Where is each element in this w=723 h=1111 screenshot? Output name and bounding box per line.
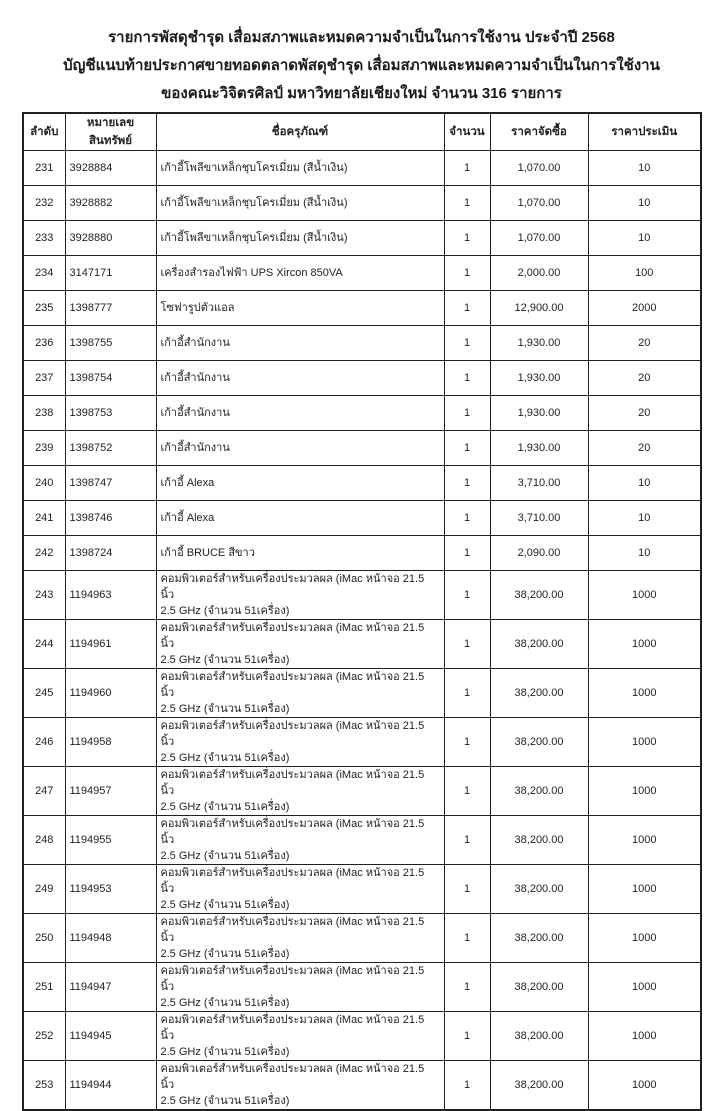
table-row	[23, 865, 701, 914]
asset-table	[22, 112, 702, 1111]
cell-purchase-price: 38,200.00	[490, 816, 588, 865]
cell-appraised-price: 10	[588, 466, 701, 501]
table-row	[23, 396, 701, 431]
cell-quantity: 1	[444, 256, 490, 291]
cell-quantity: 1	[444, 669, 490, 718]
cell-purchase-price: 38,200.00	[490, 914, 588, 963]
cell-purchase-price: 38,200.00	[490, 865, 588, 914]
header-no: ลำดับ	[23, 113, 65, 151]
cell-asset-number: 1194953	[65, 865, 156, 914]
header-asset-number: หมายเลขสินทรัพย์	[65, 113, 156, 151]
cell-equipment-name: เก้าอี้สำนักงาน	[156, 326, 444, 361]
cell-purchase-price: 38,200.00	[490, 963, 588, 1012]
cell-purchase-price: 2,000.00	[490, 256, 588, 291]
cell-quantity: 1	[444, 718, 490, 767]
cell-no: 234	[23, 256, 65, 291]
cell-no: 237	[23, 361, 65, 396]
cell-appraised-price: 10	[588, 501, 701, 536]
cell-purchase-price: 1,930.00	[490, 396, 588, 431]
cell-quantity: 1	[444, 536, 490, 571]
cell-appraised-price: 1000	[588, 1012, 701, 1061]
cell-quantity: 1	[444, 767, 490, 816]
cell-asset-number: 1398777	[65, 291, 156, 326]
cell-equipment-name: เก้าอี้ BRUCE สีขาว	[156, 536, 444, 571]
cell-appraised-price: 20	[588, 431, 701, 466]
cell-asset-number: 1194960	[65, 669, 156, 718]
cell-purchase-price: 38,200.00	[490, 669, 588, 718]
cell-purchase-price: 1,930.00	[490, 431, 588, 466]
cell-asset-number: 1398754	[65, 361, 156, 396]
cell-equipment-name: เก้าอี้โพลีขาเหล็กชุบโครเมี่ยม (สีน้ำเงิน)	[156, 221, 444, 256]
cell-asset-number: 1398753	[65, 396, 156, 431]
cell-asset-number: 1194963	[65, 571, 156, 620]
header-purchase-price: ราคาจัดซื้อ	[490, 113, 588, 151]
cell-no: 233	[23, 221, 65, 256]
cell-quantity: 1	[444, 501, 490, 536]
cell-purchase-price: 1,930.00	[490, 361, 588, 396]
cell-asset-number: 3147171	[65, 256, 156, 291]
cell-appraised-price: 1000	[588, 963, 701, 1012]
document-title-line-1: รายการพัสดุชำรุด เสื่อมสภาพและหมดความจำเป็นในการใช้งาน ประจำปี 2568	[108, 29, 615, 46]
cell-equipment-name: เก้าอี้โพลีขาเหล็กชุบโครเมี่ยม (สีน้ำเงิน)	[156, 151, 444, 186]
cell-quantity: 1	[444, 963, 490, 1012]
table-row	[23, 361, 701, 396]
cell-no: 246	[23, 718, 65, 767]
cell-asset-number: 1398752	[65, 431, 156, 466]
cell-no: 232	[23, 186, 65, 221]
header-row	[23, 113, 701, 151]
cell-no: 252	[23, 1012, 65, 1061]
cell-equipment-name: คอมพิวเตอร์สำหรับเครื่องประมวลผล (iMac หน้าจอ 21.5 นิ้ว 2.5 GHz (จำนวน 51เครื่อง)	[156, 1012, 444, 1061]
cell-equipment-name: คอมพิวเตอร์สำหรับเครื่องประมวลผล (iMac หน้าจอ 21.5 นิ้ว 2.5 GHz (จำนวน 51เครื่อง)	[156, 669, 444, 718]
cell-quantity: 1	[444, 326, 490, 361]
document-title-line-3: ของคณะวิจิตรศิลป์ มหาวิทยาลัยเชียงใหม่ จำนวน 316 รายการ	[161, 85, 562, 102]
cell-asset-number: 1194955	[65, 816, 156, 865]
table-row	[23, 431, 701, 466]
cell-equipment-name: เก้าอี้ Alexa	[156, 501, 444, 536]
table-row	[23, 963, 701, 1012]
cell-appraised-price: 1000	[588, 767, 701, 816]
cell-no: 245	[23, 669, 65, 718]
cell-appraised-price: 2000	[588, 291, 701, 326]
cell-no: 238	[23, 396, 65, 431]
cell-purchase-price: 3,710.00	[490, 501, 588, 536]
cell-quantity: 1	[444, 361, 490, 396]
cell-equipment-name: คอมพิวเตอร์สำหรับเครื่องประมวลผล (iMac หน้าจอ 21.5 นิ้ว 2.5 GHz (จำนวน 51เครื่อง)	[156, 816, 444, 865]
cell-no: 247	[23, 767, 65, 816]
cell-asset-number: 3928882	[65, 186, 156, 221]
cell-asset-number: 1398755	[65, 326, 156, 361]
table-row	[23, 767, 701, 816]
table-row	[23, 669, 701, 718]
table-row	[23, 221, 701, 256]
cell-asset-number: 1194947	[65, 963, 156, 1012]
cell-quantity: 1	[444, 1012, 490, 1061]
cell-quantity: 1	[444, 396, 490, 431]
cell-appraised-price: 10	[588, 186, 701, 221]
cell-purchase-price: 12,900.00	[490, 291, 588, 326]
cell-appraised-price: 1000	[588, 718, 701, 767]
table-row	[23, 816, 701, 865]
table-row	[23, 536, 701, 571]
table-row	[23, 1061, 701, 1111]
cell-equipment-name: เก้าอี้สำนักงาน	[156, 431, 444, 466]
cell-no: 253	[23, 1061, 65, 1111]
cell-equipment-name: เครื่องสำรองไฟฟ้า UPS Xircon 850VA	[156, 256, 444, 291]
cell-appraised-price: 1000	[588, 571, 701, 620]
cell-equipment-name: เก้าอี้โพลีขาเหล็กชุบโครเมี่ยม (สีน้ำเงิน)	[156, 186, 444, 221]
cell-asset-number: 1194945	[65, 1012, 156, 1061]
cell-appraised-price: 100	[588, 256, 701, 291]
cell-quantity: 1	[444, 291, 490, 326]
cell-equipment-name: คอมพิวเตอร์สำหรับเครื่องประมวลผล (iMac หน้าจอ 21.5 นิ้ว 2.5 GHz (จำนวน 51เครื่อง)	[156, 718, 444, 767]
cell-equipment-name: คอมพิวเตอร์สำหรับเครื่องประมวลผล (iMac หน้าจอ 21.5 นิ้ว 2.5 GHz (จำนวน 51เครื่อง)	[156, 1061, 444, 1111]
cell-equipment-name: คอมพิวเตอร์สำหรับเครื่องประมวลผล (iMac หน้าจอ 21.5 นิ้ว 2.5 GHz (จำนวน 51เครื่อง)	[156, 571, 444, 620]
document-title-line-2: บัญชีแนบท้ายประกาศขายทอดตลาดพัสดุชำรุด เสื่อมสภาพและหมดความจำเป็นในการใช้งาน	[63, 57, 660, 74]
cell-no: 239	[23, 431, 65, 466]
cell-appraised-price: 10	[588, 536, 701, 571]
cell-quantity: 1	[444, 865, 490, 914]
cell-no: 231	[23, 151, 65, 186]
cell-appraised-price: 20	[588, 326, 701, 361]
cell-equipment-name: เก้าอี้ Alexa	[156, 466, 444, 501]
cell-no: 251	[23, 963, 65, 1012]
cell-no: 235	[23, 291, 65, 326]
asset-table-body	[23, 151, 701, 1111]
cell-asset-number: 1398747	[65, 466, 156, 501]
cell-appraised-price: 1000	[588, 816, 701, 865]
cell-appraised-price: 1000	[588, 669, 701, 718]
cell-purchase-price: 38,200.00	[490, 767, 588, 816]
cell-appraised-price: 1000	[588, 914, 701, 963]
cell-asset-number: 1194948	[65, 914, 156, 963]
cell-no: 241	[23, 501, 65, 536]
cell-no: 244	[23, 620, 65, 669]
cell-appraised-price: 10	[588, 151, 701, 186]
table-row	[23, 256, 701, 291]
header-appraised-price: ราคาประเมิน	[588, 113, 701, 151]
cell-asset-number: 1194944	[65, 1061, 156, 1111]
cell-equipment-name: คอมพิวเตอร์สำหรับเครื่องประมวลผล (iMac หน้าจอ 21.5 นิ้ว 2.5 GHz (จำนวน 51เครื่อง)	[156, 865, 444, 914]
cell-no: 249	[23, 865, 65, 914]
cell-purchase-price: 1,070.00	[490, 151, 588, 186]
cell-quantity: 1	[444, 816, 490, 865]
cell-purchase-price: 3,710.00	[490, 466, 588, 501]
asset-table-header	[23, 113, 701, 151]
cell-quantity: 1	[444, 571, 490, 620]
cell-purchase-price: 38,200.00	[490, 620, 588, 669]
table-row	[23, 718, 701, 767]
cell-appraised-price: 1000	[588, 620, 701, 669]
cell-purchase-price: 1,070.00	[490, 221, 588, 256]
cell-no: 240	[23, 466, 65, 501]
cell-purchase-price: 38,200.00	[490, 718, 588, 767]
table-row	[23, 571, 701, 620]
cell-appraised-price: 20	[588, 361, 701, 396]
cell-asset-number: 1194961	[65, 620, 156, 669]
cell-purchase-price: 38,200.00	[490, 1012, 588, 1061]
header-quantity: จำนวน	[444, 113, 490, 151]
table-row	[23, 1012, 701, 1061]
cell-equipment-name: คอมพิวเตอร์สำหรับเครื่องประมวลผล (iMac หน้าจอ 21.5 นิ้ว 2.5 GHz (จำนวน 51เครื่อง)	[156, 620, 444, 669]
cell-equipment-name: โซฟารูปตัวแอล	[156, 291, 444, 326]
table-row	[23, 466, 701, 501]
cell-equipment-name: เก้าอี้สำนักงาน	[156, 361, 444, 396]
cell-asset-number: 1194957	[65, 767, 156, 816]
cell-quantity: 1	[444, 466, 490, 501]
cell-equipment-name: เก้าอี้สำนักงาน	[156, 396, 444, 431]
cell-quantity: 1	[444, 221, 490, 256]
table-row	[23, 501, 701, 536]
cell-purchase-price: 1,930.00	[490, 326, 588, 361]
cell-no: 248	[23, 816, 65, 865]
cell-asset-number: 3928884	[65, 151, 156, 186]
cell-appraised-price: 10	[588, 221, 701, 256]
table-row	[23, 186, 701, 221]
cell-equipment-name: คอมพิวเตอร์สำหรับเครื่องประมวลผล (iMac หน้าจอ 21.5 นิ้ว 2.5 GHz (จำนวน 51เครื่อง)	[156, 963, 444, 1012]
table-row	[23, 326, 701, 361]
document-title-block	[0, 0, 723, 108]
cell-quantity: 1	[444, 620, 490, 669]
cell-quantity: 1	[444, 151, 490, 186]
cell-purchase-price: 1,070.00	[490, 186, 588, 221]
cell-quantity: 1	[444, 1061, 490, 1111]
cell-quantity: 1	[444, 186, 490, 221]
cell-no: 250	[23, 914, 65, 963]
cell-equipment-name: คอมพิวเตอร์สำหรับเครื่องประมวลผล (iMac หน้าจอ 21.5 นิ้ว 2.5 GHz (จำนวน 51เครื่อง)	[156, 767, 444, 816]
table-row	[23, 620, 701, 669]
cell-no: 243	[23, 571, 65, 620]
cell-quantity: 1	[444, 914, 490, 963]
cell-equipment-name: คอมพิวเตอร์สำหรับเครื่องประมวลผล (iMac หน้าจอ 21.5 นิ้ว 2.5 GHz (จำนวน 51เครื่อง)	[156, 914, 444, 963]
cell-asset-number: 1398724	[65, 536, 156, 571]
cell-asset-number: 1398746	[65, 501, 156, 536]
cell-asset-number: 3928880	[65, 221, 156, 256]
header-equipment-name: ชื่อครุภัณฑ์	[156, 113, 444, 151]
cell-quantity: 1	[444, 431, 490, 466]
cell-no: 242	[23, 536, 65, 571]
cell-purchase-price: 2,090.00	[490, 536, 588, 571]
table-row	[23, 914, 701, 963]
table-row	[23, 291, 701, 326]
cell-no: 236	[23, 326, 65, 361]
cell-appraised-price: 1000	[588, 865, 701, 914]
cell-appraised-price: 20	[588, 396, 701, 431]
cell-asset-number: 1194958	[65, 718, 156, 767]
cell-appraised-price: 1000	[588, 1061, 701, 1111]
table-row	[23, 151, 701, 186]
cell-purchase-price: 38,200.00	[490, 1061, 588, 1111]
cell-purchase-price: 38,200.00	[490, 571, 588, 620]
